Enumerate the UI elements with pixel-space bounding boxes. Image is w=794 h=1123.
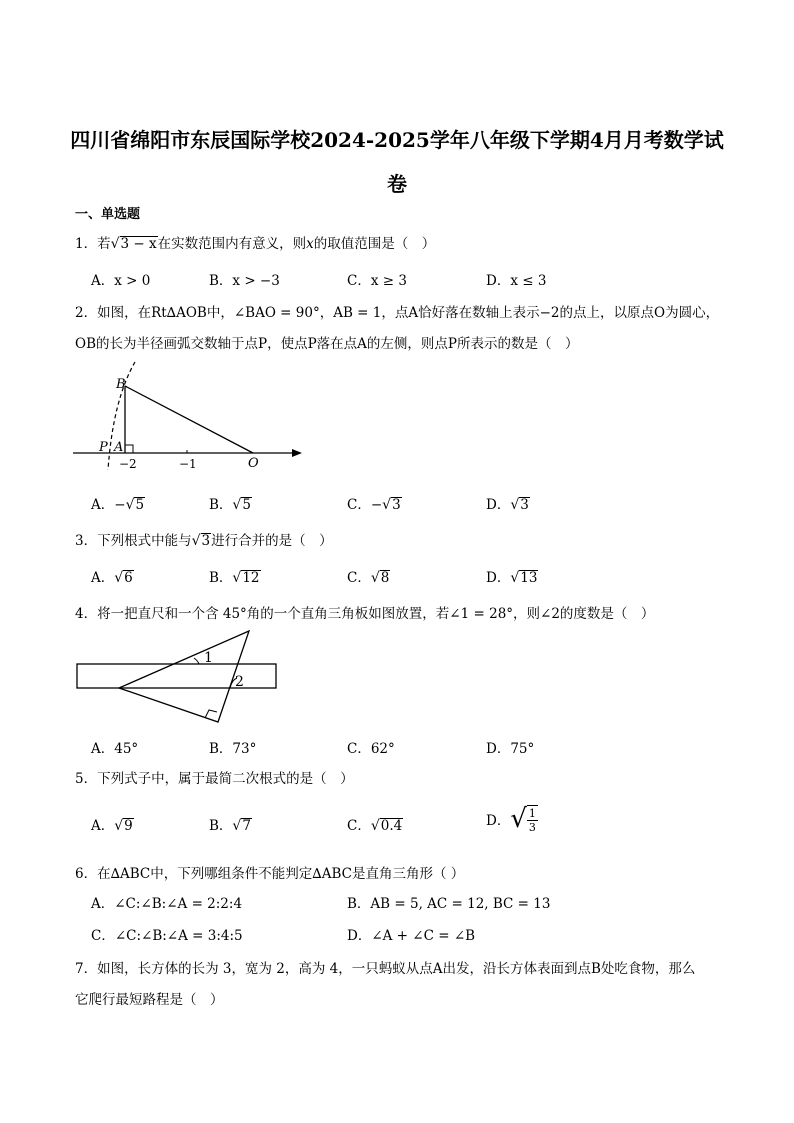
radical-sign: √: [382, 497, 392, 513]
radicand: 3: [201, 533, 211, 549]
option-label: B．: [209, 570, 233, 586]
question-2-line2: OB的长为半径画弧交数轴于点P，使点P落在点A的左侧，则点P所表示的数是（ ）: [75, 336, 579, 352]
question-1: [75, 232, 435, 252]
fraction-numerator: 1: [528, 806, 536, 820]
point-p-label: P: [99, 440, 108, 455]
q1-option-d[interactable]: D．x ≤ 3: [486, 273, 547, 289]
option-label: A．−: [91, 497, 126, 513]
radicand: 13: [520, 570, 538, 586]
q3-option-b[interactable]: [209, 566, 261, 586]
option-label: C．: [347, 570, 371, 586]
option-label: B．: [209, 497, 233, 513]
point-b-label: B: [116, 377, 126, 392]
q3-option-a[interactable]: [91, 566, 134, 586]
option-label: C．: [347, 818, 371, 834]
question-6: 6．在∆ABC中，下列哪组条件不能判定∆ABC是直角三角形（ ）: [75, 866, 465, 882]
radicand: 9: [124, 818, 133, 834]
right-angle-mark: [205, 710, 217, 718]
page-title: 四川省绵阳市东辰国际学校2024-2025学年八年级下学期4月月考数学试: [70, 128, 724, 152]
angle-1-label: 1: [204, 650, 213, 666]
q1-option-c[interactable]: C．x ≥ 3: [347, 273, 407, 289]
q5-option-a[interactable]: [91, 814, 134, 834]
radical-sign: √: [114, 818, 124, 834]
radical-sign: √: [191, 533, 201, 549]
q4-option-a[interactable]: A．45°: [91, 741, 139, 757]
question-1-radicand: 3 − x: [120, 236, 157, 252]
question-4: 4．将一把直尺和一个含 45°角的一个直角三角板如图放置，若∠1 = 28°，则∠2的度数是（ ）: [75, 606, 655, 622]
q5-option-d[interactable]: [486, 804, 538, 834]
q3-option-d[interactable]: [486, 566, 538, 586]
angle-2-label: 2: [235, 674, 244, 690]
q2-option-a[interactable]: [91, 493, 145, 513]
question-5: 5．下列式子中，属于最简二次根式的是（ ）: [75, 771, 354, 787]
q5-option-b[interactable]: [209, 814, 252, 834]
option-label: D．: [486, 497, 511, 513]
radical-sign: √: [510, 497, 520, 513]
radicand: 6: [124, 570, 133, 586]
point-a-label: A: [114, 440, 124, 455]
radicand: 0.4: [380, 818, 403, 834]
q6-option-c[interactable]: C．∠C:∠B:∠A = 3:4:5: [91, 928, 243, 944]
question-1-number: 1．若: [75, 236, 111, 252]
q4-option-c[interactable]: C．62°: [347, 741, 395, 757]
question-3: [75, 529, 333, 549]
ruler: [77, 664, 276, 688]
q4-option-b[interactable]: B．73°: [209, 741, 257, 757]
radical-sign: √: [510, 570, 520, 586]
section-heading: 一、单选题: [75, 207, 141, 222]
tick-label-minus2: −2: [119, 457, 137, 471]
radicand: 8: [380, 570, 390, 586]
q6-option-b[interactable]: B．AB = 5, AC = 12, BC = 13: [347, 896, 551, 912]
set-square-triangle: [119, 631, 249, 722]
fraction-denominator: 3: [528, 820, 536, 834]
page-title-continued: 卷: [387, 172, 407, 196]
radical-sign: √: [370, 818, 380, 834]
q2-option-c[interactable]: [347, 493, 402, 513]
question-3-tail: 进行合并的是（ ）: [211, 533, 333, 549]
ruler-triangle-figure: [72, 625, 282, 730]
segment-bo: [125, 386, 253, 453]
option-label: C．−: [347, 497, 383, 513]
q2-option-b[interactable]: [209, 493, 252, 513]
radical-sign: √: [232, 497, 242, 513]
radicand: 5: [242, 497, 251, 513]
question-1-variable: x: [306, 236, 314, 252]
option-label: A．: [91, 818, 115, 834]
option-label: A．: [91, 570, 115, 586]
q6-option-a[interactable]: A．∠C:∠B:∠A = 2:2:4: [91, 896, 243, 912]
q3-option-c[interactable]: [347, 566, 390, 586]
fraction: [527, 805, 538, 834]
radical-sign: √: [232, 570, 242, 586]
question-2-line1: 2．如图，在Rt∆AOB中，∠BAO = 90°，AB = 1，点A恰好落在数轴上表示−2的点上，以原点O为圆心，: [75, 305, 720, 321]
q4-option-d[interactable]: D．75°: [486, 741, 535, 757]
radicand: 12: [242, 570, 260, 586]
radical-sign: √: [370, 570, 380, 586]
q6-option-d[interactable]: D．∠A + ∠C = ∠B: [347, 928, 476, 944]
option-label: D．: [486, 570, 511, 586]
point-o-label: O: [248, 456, 259, 471]
q1-option-b[interactable]: B．x > −3: [209, 273, 280, 289]
radicand: 3: [520, 497, 529, 513]
radical-sign: √: [232, 818, 242, 834]
question-7-line1: 7．如图，长方体的长为 3，宽为 2，高为 4，一只蚂蚁从点A出发，沿长方体表面到点B处吃食物，那么: [75, 961, 696, 977]
q1-option-a[interactable]: A．x > 0: [91, 273, 151, 289]
question-7-line2: 它爬行最短路程是（ ）: [75, 992, 224, 1008]
radicand: 5: [135, 497, 145, 513]
question-3-text: 3．下列根式中能与: [75, 533, 192, 549]
tick-label-minus1: −1: [179, 457, 197, 471]
question-1-tail: 的取值范围是（ ）: [313, 236, 436, 252]
angle-1-arc: [194, 658, 199, 664]
question-1-text: 在实数范围内有意义，则: [157, 236, 307, 252]
radical-sign: √: [510, 804, 527, 834]
radical-sign: √: [125, 497, 135, 513]
right-angle-mark: [125, 445, 133, 453]
number-line-figure: [70, 360, 310, 475]
radicand: 7: [242, 818, 251, 834]
option-label: D．: [486, 813, 511, 829]
q2-option-d[interactable]: [486, 493, 530, 513]
radicand: 3: [392, 497, 401, 513]
arrow-head-icon: [292, 449, 302, 457]
option-label: B．: [209, 818, 233, 834]
radical-sign: √: [110, 236, 120, 252]
radical-sign: √: [114, 570, 124, 586]
q5-option-c[interactable]: [347, 814, 403, 834]
